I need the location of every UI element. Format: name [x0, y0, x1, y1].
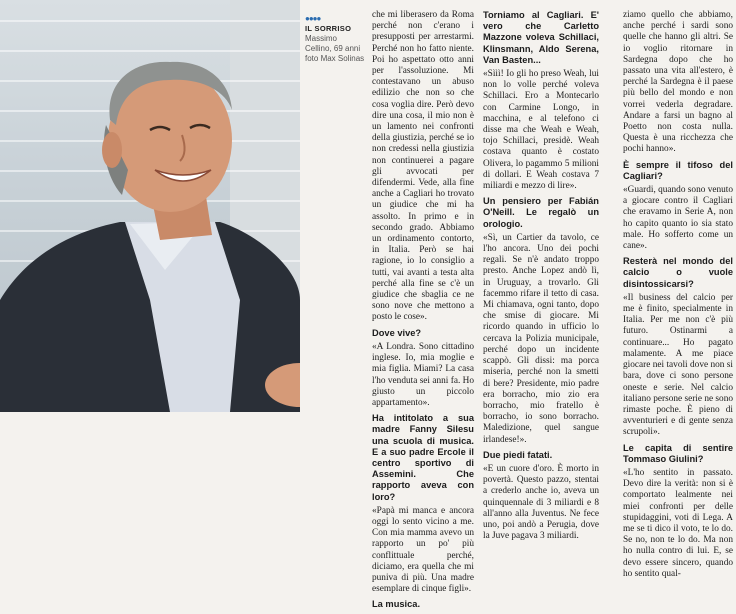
interview-question: Resterà nel mondo del calcio o vuole disintossicarsi?: [623, 256, 733, 289]
paragraph: «E un cuore d'oro. È morto in povertà. Questo pazzo, stentai a crederlo anche io, aveva un quinquennale di 3 miliardi e 8 all'anno alla Juventus. Ne fece uno, poi andò a Perugia, dove la Juve pagava 3 miliardi.: [483, 463, 599, 542]
interview-question: Un pensiero per Fabián O'Neill. Le regalò un orologio.: [483, 196, 599, 229]
caption-title: IL SORRISO: [305, 24, 352, 33]
portrait-photo: [0, 0, 300, 412]
interview-question: Ha intitolato a sua madre Fanny Silesu una scuola di musica. E a suo padre Ercole il centro sportivo di Assemini. Che rapporto aveva con loro?: [372, 413, 474, 502]
paragraph: «A Londra. Sono cittadino inglese. Io, mia moglie e mia figlia. Miami? La casa l'ho venduta sei anni fa. Ho giusto un piccolo appartamento».: [372, 341, 474, 408]
man-portrait-illustration: [0, 0, 300, 412]
paragraph: che mi liberasero da Roma perché non c'erano i presupposti per arrestarmi. Perché non ho fatto niente. Poi ho aspettato otto anni per l'assoluzione. Mi contestavano un abuso edilizio che non so che cosa voglia dire. Però devo dire una cosa, il mio non è un lamento nei confronti della giustizia, perché se io non credessi nella giustizia non continuerei a pagare gli avvocati per difendermi. Vede, alla fine anche a Cagliari ho trovato un giudice che mi ha assolto. In primo e in secondo grado. Abbiamo un ordinamento contorto, in Italia. Però se hai ragione, io lo consiglio a tutti, vai avanti a testa alta perché alla fine se c'è un giudice che sbaglia ce ne sono nove che mettono a posto le cose».: [372, 10, 474, 323]
paragraph: «Sììì! Io gli ho preso Weah, lui non lo volle perché voleva Schillaci. Ero a Montecarlo con Carmine Longo, in macchina, e al telefono ci disse ma che Weah e Weah, tojo Schillaci, presidè. Weah costava quanto è costato Olivera, lo pagammo 5 milioni di dollari. E Weah costava 7 miliardi e mezzo di lire».: [483, 69, 599, 192]
caption-text: Massimo Cellino, 69 anni foto Max Solinas: [305, 34, 365, 63]
interview-question: Le capita di sentire Tommaso Giulini?: [623, 442, 733, 464]
interview-question: È sempre il tifoso del Cagliari?: [623, 159, 733, 181]
paragraph: ziamo quello che abbiamo, anche perché i sardi sono quelle che hanno gli altri. Se io voglio ritornare in Sardegna dopo che ho passato una vita all'estero, è perché la Sardegna è il paese più bello del mondo e non vorrei vederla degradare. Andare a farsi un bagno al Poetto non costa nulla. Questa è una ricchezza che pochi hanno».: [623, 10, 733, 155]
paragraph: «Papà mi manca e ancora oggi lo sento vicino a me. Con mia mamma avevo un rapporto un po' più conflittuale perché, diciamo, era quella che mi puniva di più. Una madre esemplare di cinque figli».: [372, 505, 474, 595]
article-column-2: [483, 10, 599, 544]
interview-question: Due piedi fatati.: [483, 449, 553, 460]
paragraph: «Guardi, quando sono venuto a giocare contro il Cagliari che eravamo in Serie A, non ho capito quanto io sia stato male. Ho sofferto come un cane».: [623, 185, 733, 252]
article-column-3: [623, 10, 733, 582]
interview-question: Torniamo al Cagliari. E' vero che Carletto Mazzone voleva Schillaci, Klinsmann, Aldo Serena, Van Basten...: [483, 10, 599, 65]
article-column-1: [372, 10, 474, 614]
paragraph: «Il business del calcio per me è finito, specialmente in Italia. Per me non c'è più futuro. Ostinarmi a continuare... Ho pagato malamente. A me piace giocare nei tavoli dove non si bara, dove ci sono persone oneste e serie. Nel calcio italiano persone serie ne sono rimaste poche. È pieno di avventurieri e di gente senza scrupoli».: [623, 292, 733, 438]
interview-question: Dove vive?: [372, 327, 422, 338]
interview-question: La musica.: [372, 599, 421, 610]
paragraph: «L'ho sentito in passato. Devo dire la verità: non si è comportato lealmente nei miei confronti per delle stupidaggini, voti di Lega. A me se ti dico il voto, te lo do. Se no, non te lo do. Ma non ho nulla contro di lui. E, se devo essere sincero, quando ho sentito qual-: [623, 467, 733, 579]
caption-dots: ●●●●: [305, 14, 321, 23]
paragraph: «Sì, un Cartier da tavolo, ce l'ho ancora. Uno dei pochi regali. Se n'è andato troppo presto. Anche Lopez andò lì, in Uruguay, a trovarlo. Gli facemmo rifare il tetto di casa. Mi chiamava, ogni tanto, dopo che smise di giocare. Mi ricordo quando in ufficio lo cercava la Polizia municipale, perché dopo un incidente scappò. Gli dissi: ma porca miseria, perché non la smetti di bere? Presidente, mio padre era borracho, mio zio era borracho, mio fratello è borracho, io sono borracho. Maledizione, quel sangue irlandese!».: [483, 232, 599, 445]
photo-caption: [305, 14, 365, 64]
